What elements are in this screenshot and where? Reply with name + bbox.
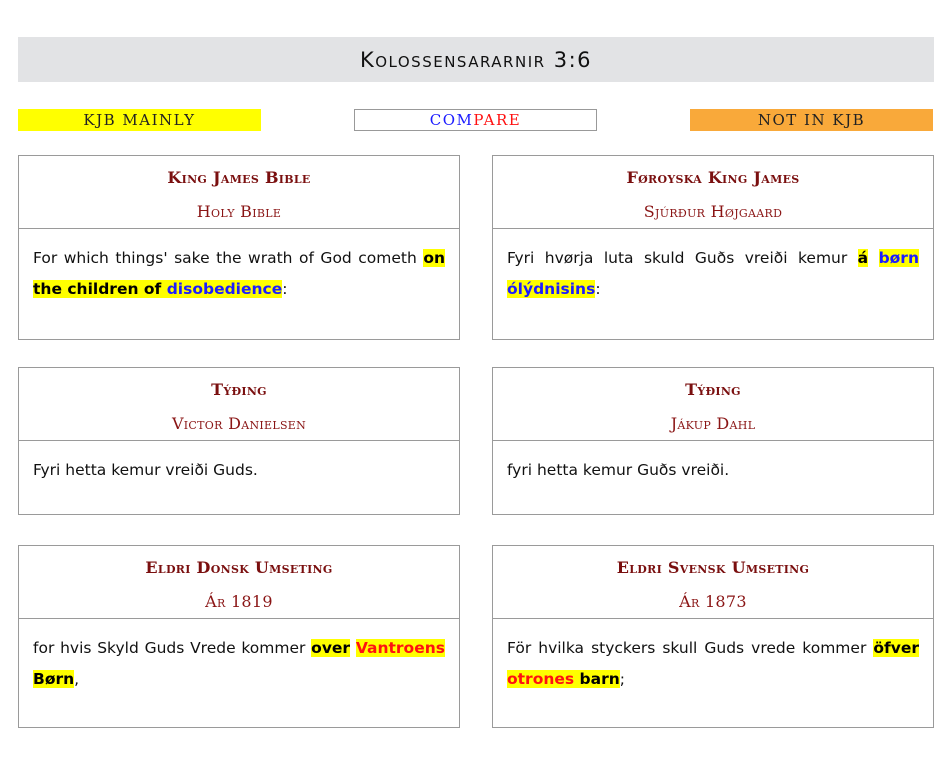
verse-highlight-blue: disobedience bbox=[166, 280, 283, 298]
card-subtitle: Ár 1873 bbox=[679, 592, 747, 611]
card-name: Týðing bbox=[211, 380, 267, 399]
verse-highlight: over bbox=[311, 639, 351, 657]
translation-card-jakup-dahl bbox=[492, 367, 934, 515]
verse-punct: : bbox=[282, 280, 288, 298]
card-header bbox=[19, 368, 459, 441]
legend-compare-part1: COM bbox=[429, 111, 474, 129]
verse-text bbox=[19, 229, 459, 317]
verse-plain: For which things' sake the wrath of God cometh bbox=[33, 249, 424, 267]
verse-text bbox=[493, 441, 933, 498]
card-name: Eldri Svensk Umseting bbox=[616, 558, 810, 577]
card-subtitle: Holy Bible bbox=[196, 202, 282, 221]
verse-plain: fyri hetta kemur Guðs vreiði. bbox=[507, 461, 730, 479]
card-subtitle: Sjúrður Højgaard bbox=[643, 202, 783, 221]
verse-highlight-red: Vantroens bbox=[355, 639, 445, 657]
translation-card-foroyska-kj bbox=[492, 155, 934, 340]
legend-kjb-mainly: KJB MAINLY bbox=[18, 109, 261, 131]
verse-punct: : bbox=[595, 280, 601, 298]
verse-plain: for hvis Skyld Guds Vrede kommer bbox=[33, 639, 312, 657]
page-title: Kolossensararnir 3:6 bbox=[18, 37, 934, 82]
verse-punct: ; bbox=[619, 670, 625, 688]
card-header bbox=[493, 156, 933, 229]
verse-highlight: barn bbox=[579, 670, 620, 688]
verse-text bbox=[493, 229, 933, 317]
verse-punct: , bbox=[74, 670, 80, 688]
legend-compare bbox=[354, 109, 597, 131]
card-header bbox=[493, 368, 933, 441]
card-header bbox=[19, 546, 459, 619]
verse-highlight: Børn bbox=[33, 670, 75, 688]
verse-text bbox=[493, 619, 933, 707]
translation-card-danish-1819 bbox=[18, 545, 460, 728]
verse-plain: Fyri hetta kemur vreiði Guds. bbox=[33, 461, 258, 479]
verse-highlight: á bbox=[857, 249, 869, 267]
verse-highlight: öfver bbox=[873, 639, 919, 657]
legend-not-in-kjb: NOT IN KJB bbox=[690, 109, 933, 131]
card-subtitle: Victor Danielsen bbox=[171, 414, 307, 433]
verse-text bbox=[19, 619, 459, 707]
card-subtitle: Jákup Dahl bbox=[670, 414, 756, 433]
translation-card-swedish-1873 bbox=[492, 545, 934, 728]
card-name: King James Bible bbox=[167, 168, 311, 187]
verse-highlight-red: otrones bbox=[507, 670, 575, 688]
verse-text bbox=[19, 441, 459, 498]
verse-highlight: on the children of bbox=[33, 249, 445, 298]
card-header bbox=[19, 156, 459, 229]
translation-card-victor-danielsen bbox=[18, 367, 460, 515]
translation-card-kjb bbox=[18, 155, 460, 340]
verse-plain: Fyri hvørja luta skuld Guðs vreiði kemur bbox=[507, 249, 858, 267]
card-header bbox=[493, 546, 933, 619]
legend-compare-part2: PARE bbox=[473, 111, 522, 129]
card-name: Føroyska King James bbox=[626, 168, 800, 187]
verse-plain: För hvilka styckers skull Guds vrede kommer bbox=[507, 639, 874, 657]
card-name: Týðing bbox=[685, 380, 741, 399]
card-name: Eldri Donsk Umseting bbox=[145, 558, 333, 577]
card-subtitle: Ár 1819 bbox=[205, 592, 273, 611]
verse-highlight-blue: børn ólýdnisins bbox=[507, 249, 919, 298]
